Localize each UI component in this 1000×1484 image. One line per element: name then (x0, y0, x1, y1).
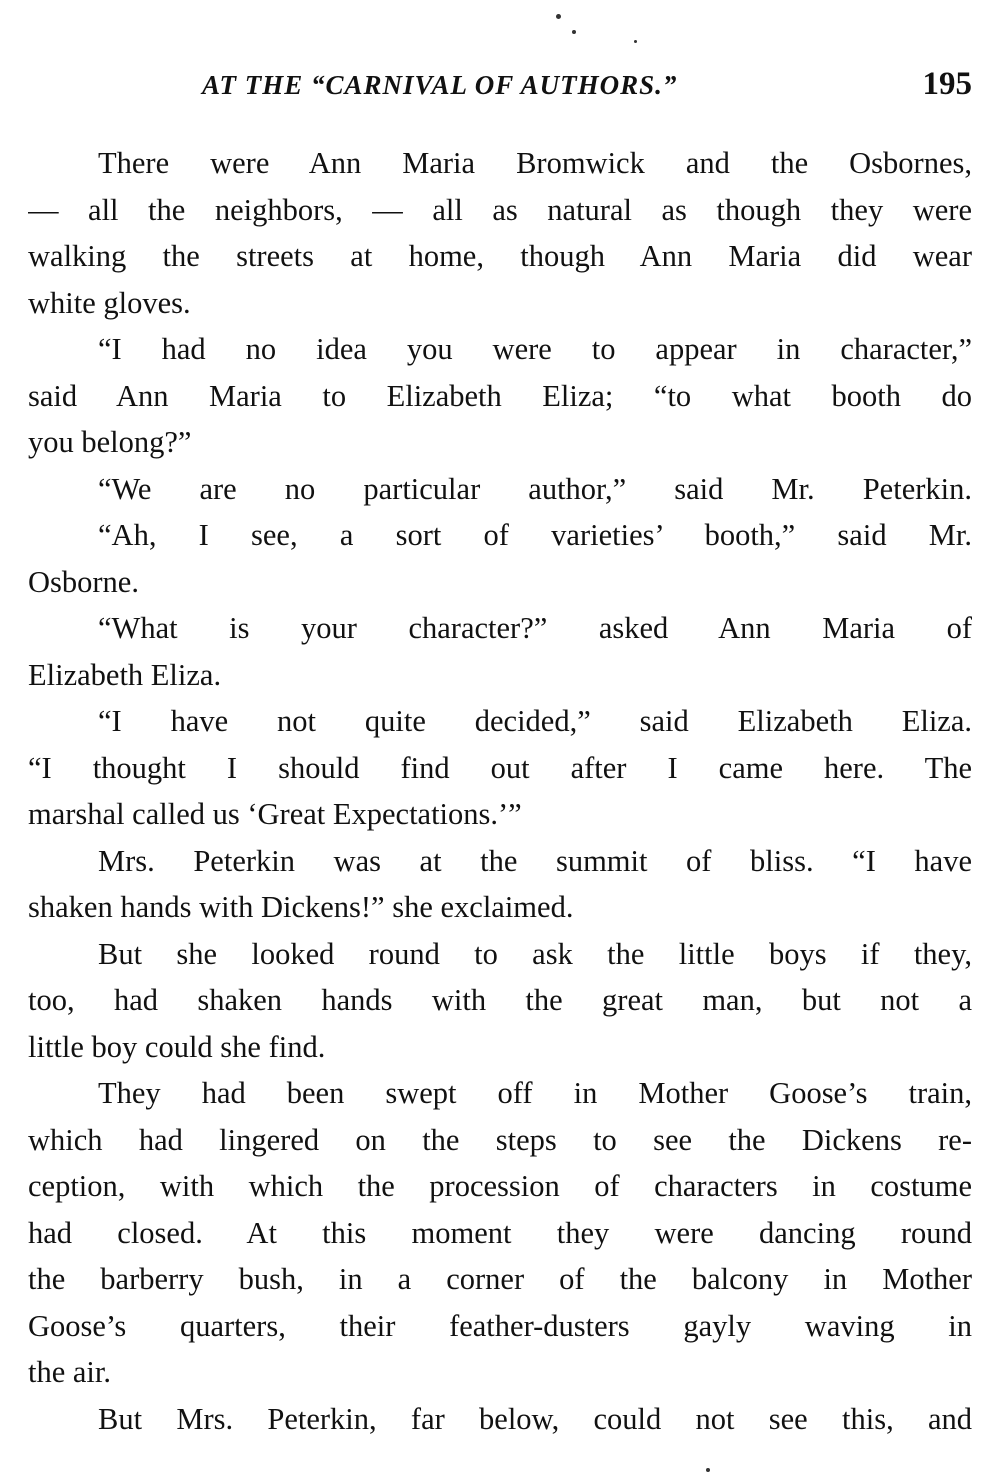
text-line: shaken hands with Dickens!” she exclaimed. (28, 890, 574, 924)
text-line: had closed. At this moment they were dancing round (28, 1215, 972, 1250)
text-line: ception, with which the procession of characters in costume (28, 1169, 972, 1203)
text-line: you belong?” (28, 425, 192, 459)
text-line: But Mrs. Peterkin, far below, could not see this, and (98, 1401, 972, 1436)
text-line: — all the neighbors, — all as natural as though they were (28, 192, 972, 227)
text-line: the air. (28, 1355, 111, 1389)
text-line: Goose’s quarters, their feather-dusters gayly waving in (28, 1308, 972, 1343)
text-line: little boy could she find. (28, 1029, 326, 1064)
text-line: “We are no particular author,” said Mr. Peterkin. (98, 471, 972, 506)
text-line: “I have not quite decided,” said Elizabeth Eliza. (98, 704, 972, 738)
text-line: which had lingered on the steps to see the Dickens re- (28, 1122, 972, 1157)
text-line: “What is your character?” asked Ann Maria of (98, 611, 972, 645)
text-line: They had been swept off in Mother Goose’s train, (98, 1076, 972, 1110)
text-line: white gloves. (28, 285, 191, 320)
ink-speck (634, 40, 637, 43)
ink-speck (706, 1468, 710, 1472)
ink-speck (572, 30, 576, 34)
ink-speck (556, 14, 561, 19)
text-line: But she looked round to ask the little boys if they, (98, 936, 972, 971)
text-line: too, had shaken hands with the great man, but not a (28, 983, 972, 1017)
text-line: “I thought I should find out after I came here. The (28, 750, 972, 785)
text-line: “Ah, I see, a sort of varieties’ booth,” said Mr. (98, 518, 972, 552)
page-number: 195 (922, 66, 972, 102)
running-title: AT THE “CARNIVAL OF AUTHORS.” (202, 70, 678, 100)
text-line: walking the streets at home, though Ann Maria did wear (28, 239, 972, 273)
text-line: There were Ann Maria Bromwick and the Osbornes, (98, 146, 972, 180)
text-line: Elizabeth Eliza. (28, 657, 222, 692)
text-line: “I had no idea you were to appear in character,” (98, 332, 972, 366)
text-line: marshal called us ‘Great Expectations.’” (28, 797, 522, 831)
text-line: Osborne. (28, 564, 139, 599)
text-line: Mrs. Peterkin was at the summit of bliss. “I have (98, 843, 972, 878)
text-line: said Ann Maria to Elizabeth Eliza; “to what booth do (28, 378, 972, 413)
body-text (28, 140, 972, 1442)
text-line: the barberry bush, in a corner of the balcony in Mother (28, 1262, 972, 1296)
page-header (0, 66, 1000, 112)
